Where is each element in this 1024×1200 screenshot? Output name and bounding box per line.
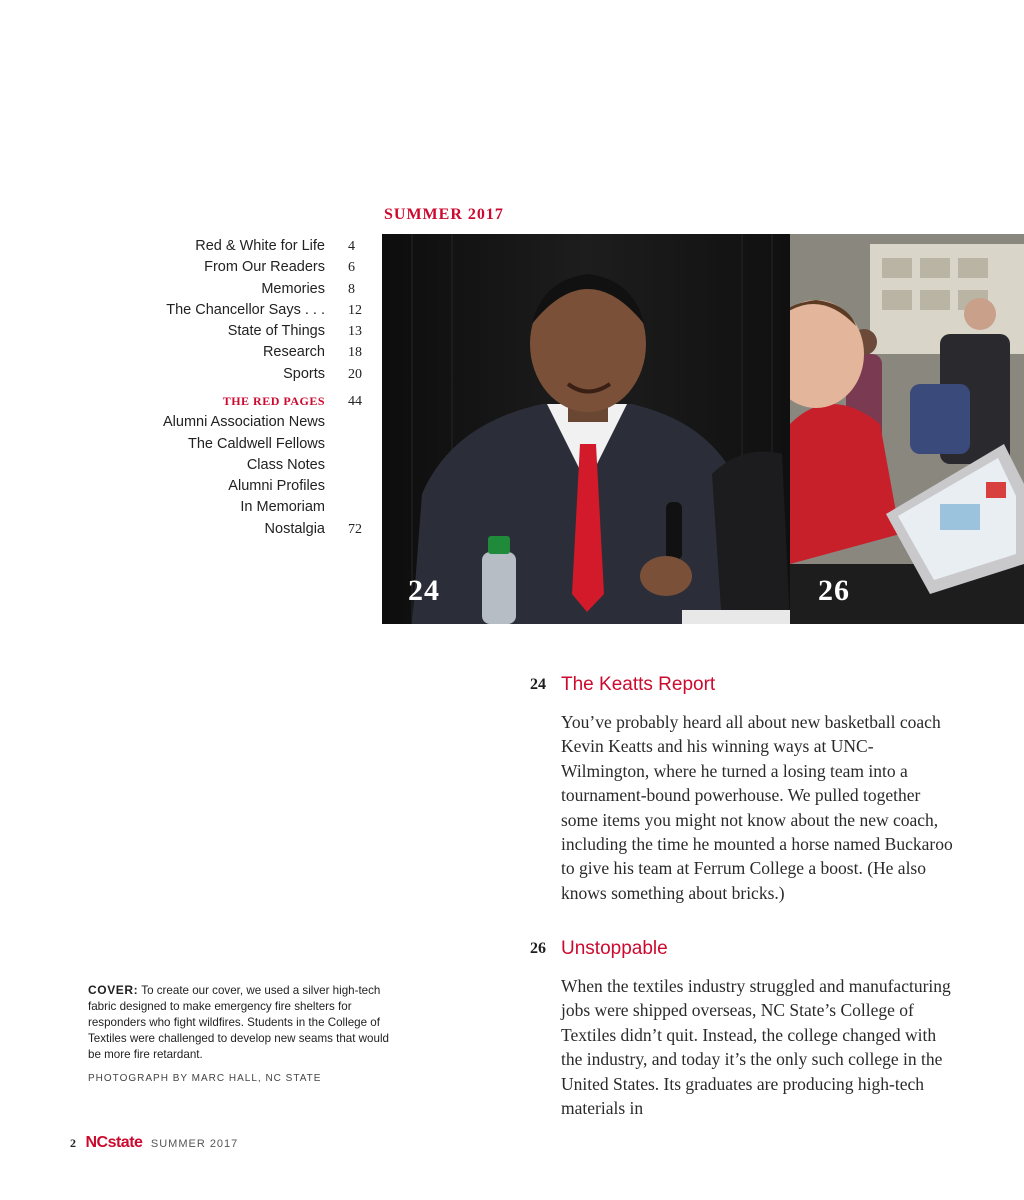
toc-item-label: Research [262,344,325,361]
article-keatts-report [530,672,970,912]
photo-24[interactable] [382,234,790,624]
issue-label: SUMMER 2017 [384,206,504,223]
toc-item-page: 72 [348,521,362,537]
photo-24-number: 24 [408,574,440,607]
cover-caption-heading: COVER: [88,983,139,997]
toc-section-red-pages[interactable] [120,391,360,412]
footer-page-number: 2 [70,1136,76,1150]
toc-item[interactable] [120,342,360,363]
toc-item-label: Sports [283,365,325,382]
toc-item[interactable] [120,257,360,278]
cover-caption [88,982,398,1087]
toc-section-heading: THE RED PAGES [222,394,325,408]
ncstate-logo: NCstate [85,1134,143,1151]
toc-item-page: 8 [348,281,355,297]
toc-section-page: 44 [348,394,362,409]
toc-item-label: Red & White for Life [195,238,325,254]
students-photo-illustration [790,234,1024,624]
toc-item-label: Alumni Association News [163,414,325,431]
cover-caption-text: To create our cover, we used a silver high-tech fabric designed to make emergency fire shelters for responders who fight wildfires. Students in the College of Textiles were challenged to develop new seams that would be more fire retardant. [88,984,389,1061]
article-title[interactable]: Unstoppable [561,938,668,959]
toc-item-label: The Chancellor Says . . . [166,301,325,318]
toc-item-page: 13 [348,324,362,340]
toc-item[interactable] [120,321,360,342]
toc-item[interactable] [120,434,360,455]
toc-item[interactable] [120,519,360,540]
photo-26-number: 26 [818,574,850,607]
toc-item-label: Class Notes [246,456,325,473]
toc-item-label: Alumni Profiles [228,478,325,495]
toc-item[interactable] [120,476,360,497]
article-page-number: 26 [530,940,546,957]
toc-red-pages [120,391,360,540]
toc-item-page: 4 [348,239,355,254]
toc-main [120,236,360,385]
toc-item-label: Nostalgia [264,520,325,537]
toc-item-page: 12 [348,302,362,318]
toc-item-label: The Caldwell Fellows [188,435,325,452]
footer-edition: SUMMER 2017 [150,1138,239,1150]
article-unstoppable [530,936,970,1126]
page-footer [70,1134,238,1154]
toc-item[interactable] [120,236,360,257]
toc-item[interactable] [120,279,360,300]
article-title[interactable]: The Keatts Report [561,674,716,695]
toc-item-label: Memories [261,280,325,297]
toc-item[interactable] [120,412,360,433]
article-summary: When the textiles industry struggled and manufacturing jobs were shipped overseas, NC State’s College of Textiles didn’t quit. Instead, the college changed with the industry, and today it’s the only such college in the United States. Its graduates are producing high-tech materials in [561,976,951,1119]
toc-item[interactable] [120,455,360,476]
toc-item-page: 6 [348,260,355,276]
toc-item[interactable] [120,497,360,518]
toc-item-label: From Our Readers [204,259,325,276]
toc-item-page: 18 [348,345,362,361]
toc-item-page: 20 [348,366,362,382]
photo-credit: PHOTOGRAPH BY MARC HALL, NC STATE [88,1073,322,1084]
coach-photo-illustration [382,234,790,624]
toc-item-label: State of Things [227,323,325,340]
toc-item[interactable] [120,364,360,385]
photo-26[interactable] [790,234,1024,624]
toc-item[interactable] [120,300,360,321]
toc-item-label: In Memoriam [240,499,325,516]
article-page-number: 24 [530,676,546,693]
article-summary: You’ve probably heard all about new basketball coach Kevin Keatts and his winning ways at UNC-Wilmington, where he turned a losing team into a tournament-bound powerhouse. We pulled together some items you might not know about the new coach, including the time he mounted a horse named Buckaroo to give his team at Ferrum College a boost. (He also knows something about bricks.) [561,712,953,903]
